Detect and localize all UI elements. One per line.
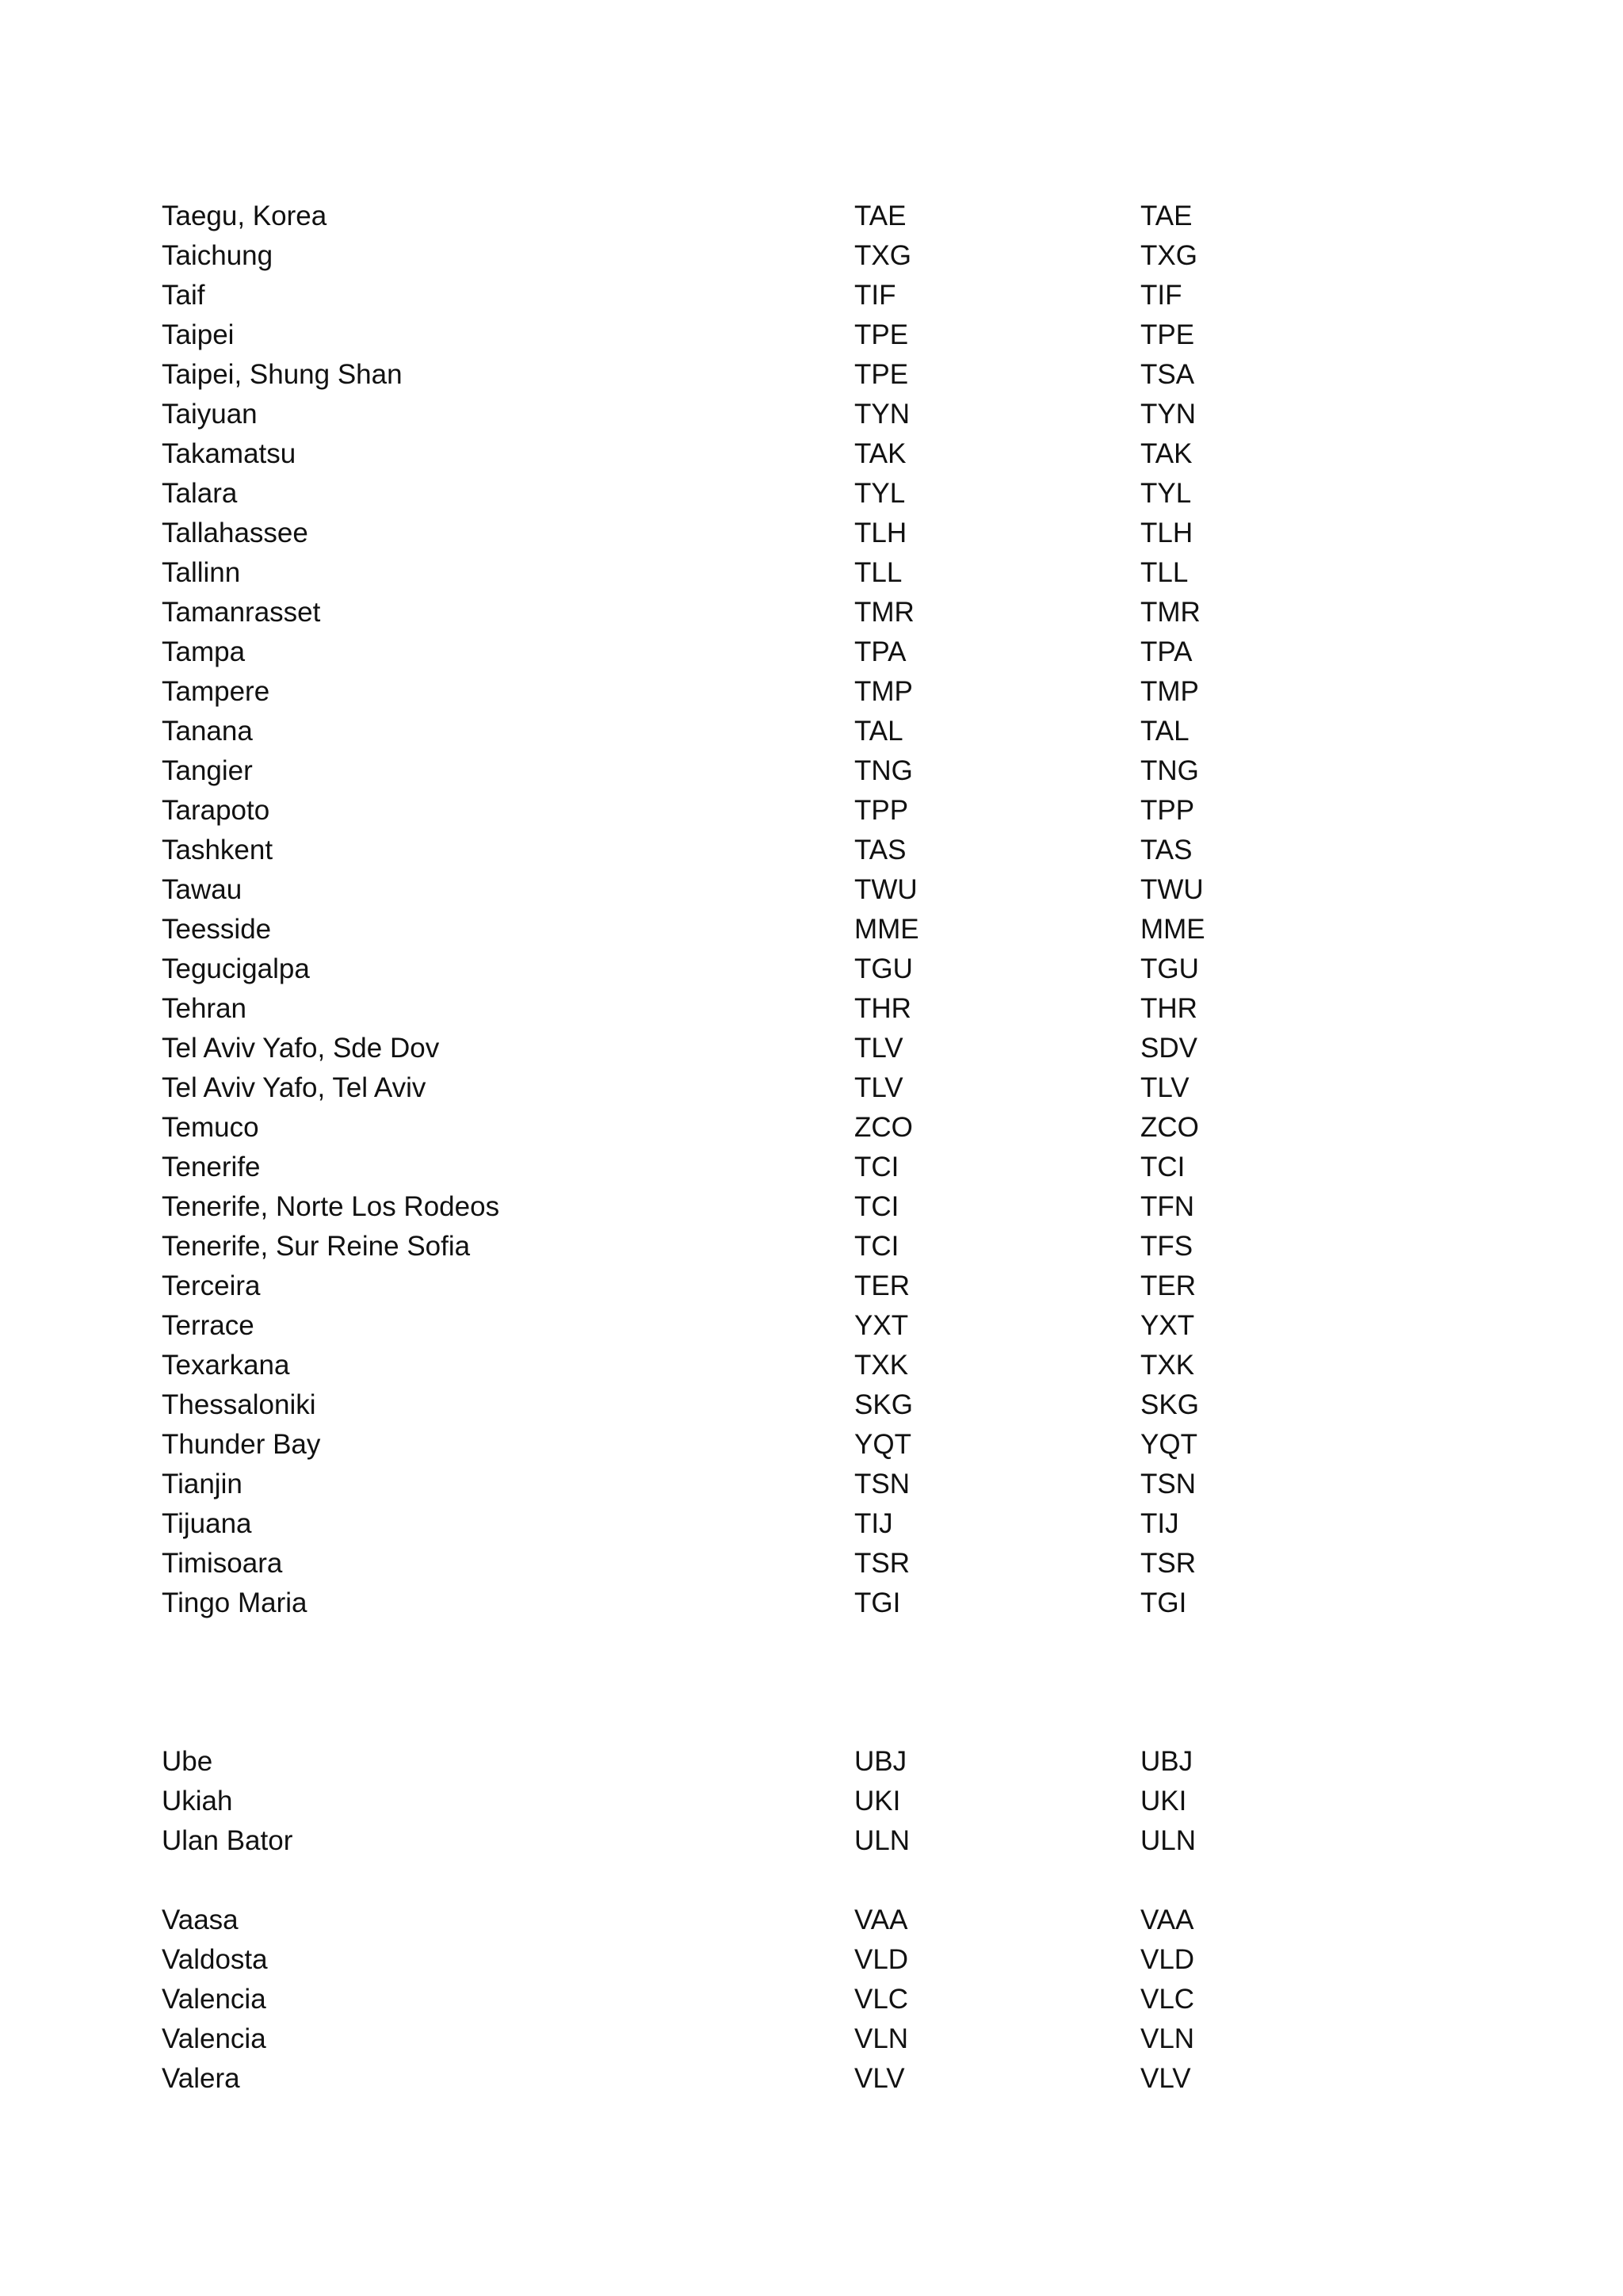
airport-code: TCI bbox=[854, 1152, 899, 1182]
location-code: TLL bbox=[1140, 557, 1189, 588]
table-row bbox=[162, 751, 1430, 791]
city-name: Tawau bbox=[162, 874, 242, 905]
city-name: Tashkent bbox=[162, 835, 273, 865]
table-row bbox=[162, 989, 1430, 1029]
city-name: Teesside bbox=[162, 914, 272, 945]
airport-code: TSR bbox=[854, 1548, 910, 1579]
table-row bbox=[162, 355, 1430, 395]
table-row bbox=[162, 1980, 1430, 2019]
airport-code: TGI bbox=[854, 1587, 901, 1618]
city-name: Temuco bbox=[162, 1112, 259, 1143]
table-row bbox=[162, 1029, 1430, 1068]
city-name: Taipei bbox=[162, 319, 235, 350]
airport-code: ZCO bbox=[854, 1112, 913, 1143]
table-row bbox=[162, 1782, 1430, 1821]
airport-code: TAK bbox=[854, 438, 907, 469]
airport-code: TYL bbox=[854, 478, 906, 509]
location-code: TIJ bbox=[1140, 1508, 1179, 1539]
city-name: Valencia bbox=[162, 2023, 266, 2054]
location-code: TFS bbox=[1140, 1231, 1193, 1262]
airport-code: MME bbox=[854, 914, 919, 945]
city-name: Thessaloniki bbox=[162, 1389, 316, 1420]
city-name: Terrace bbox=[162, 1310, 254, 1341]
airport-code: TXK bbox=[854, 1350, 909, 1381]
location-code: TPA bbox=[1140, 636, 1193, 667]
city-name: Tijuana bbox=[162, 1508, 252, 1539]
location-code: TAE bbox=[1140, 201, 1193, 231]
airport-code: TSN bbox=[854, 1469, 910, 1499]
airport-code: UKI bbox=[854, 1786, 901, 1817]
airport-code: VLV bbox=[854, 2063, 905, 2094]
location-code: SDV bbox=[1140, 1033, 1197, 1064]
airport-code: VLN bbox=[854, 2023, 909, 2054]
location-code: VLC bbox=[1140, 1984, 1195, 2015]
city-name: Ube bbox=[162, 1746, 213, 1777]
table-row bbox=[162, 791, 1430, 831]
table-row bbox=[162, 514, 1430, 553]
city-name: Terceira bbox=[162, 1270, 261, 1301]
city-name: Timisoara bbox=[162, 1548, 283, 1579]
city-name: Tampere bbox=[162, 676, 270, 707]
section-spacer bbox=[162, 1623, 1430, 1742]
airport-code: TIF bbox=[854, 280, 896, 311]
airport-code: ULN bbox=[854, 1825, 911, 1856]
city-name: Tegucigalpa bbox=[162, 953, 310, 984]
airport-code: VLD bbox=[854, 1944, 909, 1975]
airport-code: YQT bbox=[854, 1429, 911, 1460]
table-row bbox=[162, 910, 1430, 949]
table-row bbox=[162, 2019, 1430, 2059]
city-name: Tallinn bbox=[162, 557, 241, 588]
location-code: TAK bbox=[1140, 438, 1193, 469]
table-row bbox=[162, 1821, 1430, 1861]
location-code: TMR bbox=[1140, 597, 1201, 628]
table-row bbox=[162, 236, 1430, 276]
table-row bbox=[162, 632, 1430, 672]
city-name: Texarkana bbox=[162, 1350, 290, 1381]
airport-code: TIJ bbox=[854, 1508, 893, 1539]
airport-code: TCI bbox=[854, 1191, 899, 1222]
location-code: TXG bbox=[1140, 240, 1197, 271]
location-code: VLN bbox=[1140, 2023, 1195, 2054]
city-name: Taif bbox=[162, 280, 205, 311]
location-code: YQT bbox=[1140, 1429, 1197, 1460]
location-code: TFN bbox=[1140, 1191, 1195, 1222]
table-row bbox=[162, 1306, 1430, 1346]
table-row bbox=[162, 1742, 1430, 1782]
table-row bbox=[162, 1584, 1430, 1623]
city-name: Ukiah bbox=[162, 1786, 233, 1817]
table-row bbox=[162, 553, 1430, 593]
location-code: TCI bbox=[1140, 1152, 1186, 1182]
table-row bbox=[162, 1346, 1430, 1385]
location-code: VLD bbox=[1140, 1944, 1195, 1975]
airport-code: TLH bbox=[854, 518, 907, 548]
airport-code: TPE bbox=[854, 319, 909, 350]
location-code: VAA bbox=[1140, 1904, 1194, 1935]
city-name: Tianjin bbox=[162, 1469, 242, 1499]
airport-code: TLV bbox=[854, 1033, 903, 1064]
city-name: Tampa bbox=[162, 636, 246, 667]
table-row bbox=[162, 1504, 1430, 1544]
airport-code: TAS bbox=[854, 835, 907, 865]
location-code: TGI bbox=[1140, 1587, 1187, 1618]
location-code: TSA bbox=[1140, 359, 1195, 390]
airport-code-table bbox=[162, 197, 1430, 2099]
table-row bbox=[162, 474, 1430, 514]
location-code: TYL bbox=[1140, 478, 1192, 509]
airport-code: VLC bbox=[854, 1984, 909, 2015]
airport-code: TMR bbox=[854, 597, 915, 628]
table-row bbox=[162, 197, 1430, 236]
city-name: Tanana bbox=[162, 716, 253, 747]
city-name: Tingo Maria bbox=[162, 1587, 307, 1618]
table-row bbox=[162, 1465, 1430, 1504]
table-row bbox=[162, 2059, 1430, 2099]
table-row bbox=[162, 949, 1430, 989]
airport-code: TWU bbox=[854, 874, 918, 905]
location-code: TSN bbox=[1140, 1469, 1196, 1499]
table-row bbox=[162, 1148, 1430, 1187]
table-row bbox=[162, 870, 1430, 910]
table-row bbox=[162, 1385, 1430, 1425]
location-code: TER bbox=[1140, 1270, 1196, 1301]
airport-code: TMP bbox=[854, 676, 913, 707]
location-code: TSR bbox=[1140, 1548, 1196, 1579]
table-row bbox=[162, 1901, 1430, 1940]
table-row bbox=[162, 1227, 1430, 1266]
airport-code: SKG bbox=[854, 1389, 913, 1420]
table-row bbox=[162, 672, 1430, 712]
airport-code: TPE bbox=[854, 359, 909, 390]
airport-code: TPP bbox=[854, 795, 909, 826]
airport-code: TAL bbox=[854, 716, 903, 747]
city-name: Takamatsu bbox=[162, 438, 296, 469]
airport-code: TER bbox=[854, 1270, 910, 1301]
airport-code: TPA bbox=[854, 636, 907, 667]
city-name: Vaasa bbox=[162, 1904, 239, 1935]
location-code: ZCO bbox=[1140, 1112, 1199, 1143]
table-row bbox=[162, 831, 1430, 870]
airport-code: UBJ bbox=[854, 1746, 907, 1777]
city-name: Tel Aviv Yafo, Sde Dov bbox=[162, 1033, 440, 1064]
table-row bbox=[162, 434, 1430, 474]
table-row bbox=[162, 395, 1430, 434]
table-row bbox=[162, 593, 1430, 632]
airport-code: THR bbox=[854, 993, 911, 1024]
city-name: Tenerife, Norte Los Rodeos bbox=[162, 1191, 500, 1222]
city-name: Thunder Bay bbox=[162, 1429, 321, 1460]
city-name: Tel Aviv Yafo, Tel Aviv bbox=[162, 1072, 426, 1103]
city-name: Tallahassee bbox=[162, 518, 308, 548]
location-code: UBJ bbox=[1140, 1746, 1193, 1777]
location-code: TNG bbox=[1140, 755, 1199, 786]
location-code: TWU bbox=[1140, 874, 1204, 905]
table-row bbox=[162, 712, 1430, 751]
airport-code: TLV bbox=[854, 1072, 903, 1103]
airport-code: TYN bbox=[854, 399, 910, 430]
location-code: YXT bbox=[1140, 1310, 1195, 1341]
city-name: Tarapoto bbox=[162, 795, 270, 826]
city-name: Taiyuan bbox=[162, 399, 258, 430]
airport-code: TCI bbox=[854, 1231, 899, 1262]
city-name: Valencia bbox=[162, 1984, 266, 2015]
location-code: TLH bbox=[1140, 518, 1193, 548]
city-name: Tehran bbox=[162, 993, 247, 1024]
location-code: TLV bbox=[1140, 1072, 1190, 1103]
city-name: Ulan Bator bbox=[162, 1825, 293, 1856]
location-code: MME bbox=[1140, 914, 1205, 945]
table-row bbox=[162, 276, 1430, 315]
location-code: SKG bbox=[1140, 1389, 1199, 1420]
airport-code: TNG bbox=[854, 755, 913, 786]
city-name: Valera bbox=[162, 2063, 240, 2094]
table-row bbox=[162, 315, 1430, 355]
city-name: Talara bbox=[162, 478, 238, 509]
city-name: Tamanrasset bbox=[162, 597, 321, 628]
airport-code: TAE bbox=[854, 201, 907, 231]
airport-code: TGU bbox=[854, 953, 913, 984]
table-row bbox=[162, 1187, 1430, 1227]
table-row bbox=[162, 1544, 1430, 1584]
location-code: TPE bbox=[1140, 319, 1195, 350]
city-name: Valdosta bbox=[162, 1944, 268, 1975]
location-code: ULN bbox=[1140, 1825, 1197, 1856]
airport-code: TXG bbox=[854, 240, 911, 271]
location-code: TMP bbox=[1140, 676, 1199, 707]
location-code: TAS bbox=[1140, 835, 1193, 865]
location-code: VLV bbox=[1140, 2063, 1191, 2094]
location-code: UKI bbox=[1140, 1786, 1187, 1817]
city-name: Tenerife bbox=[162, 1152, 261, 1182]
location-code: TGU bbox=[1140, 953, 1199, 984]
table-row bbox=[162, 1266, 1430, 1306]
table-row bbox=[162, 1108, 1430, 1148]
location-code: TXK bbox=[1140, 1350, 1195, 1381]
city-name: Tangier bbox=[162, 755, 253, 786]
airport-code: VAA bbox=[854, 1904, 908, 1935]
table-row bbox=[162, 1940, 1430, 1980]
location-code: TYN bbox=[1140, 399, 1196, 430]
city-name: Taichung bbox=[162, 240, 273, 271]
section-spacer bbox=[162, 1861, 1430, 1901]
table-row bbox=[162, 1425, 1430, 1465]
location-code: THR bbox=[1140, 993, 1197, 1024]
table-row bbox=[162, 1068, 1430, 1108]
city-name: Taegu, Korea bbox=[162, 201, 327, 231]
airport-code: YXT bbox=[854, 1310, 909, 1341]
location-code: TAL bbox=[1140, 716, 1190, 747]
city-name: Taipei, Shung Shan bbox=[162, 359, 403, 390]
location-code: TPP bbox=[1140, 795, 1195, 826]
airport-code: TLL bbox=[854, 557, 903, 588]
location-code: TIF bbox=[1140, 280, 1182, 311]
city-name: Tenerife, Sur Reine Sofia bbox=[162, 1231, 471, 1262]
